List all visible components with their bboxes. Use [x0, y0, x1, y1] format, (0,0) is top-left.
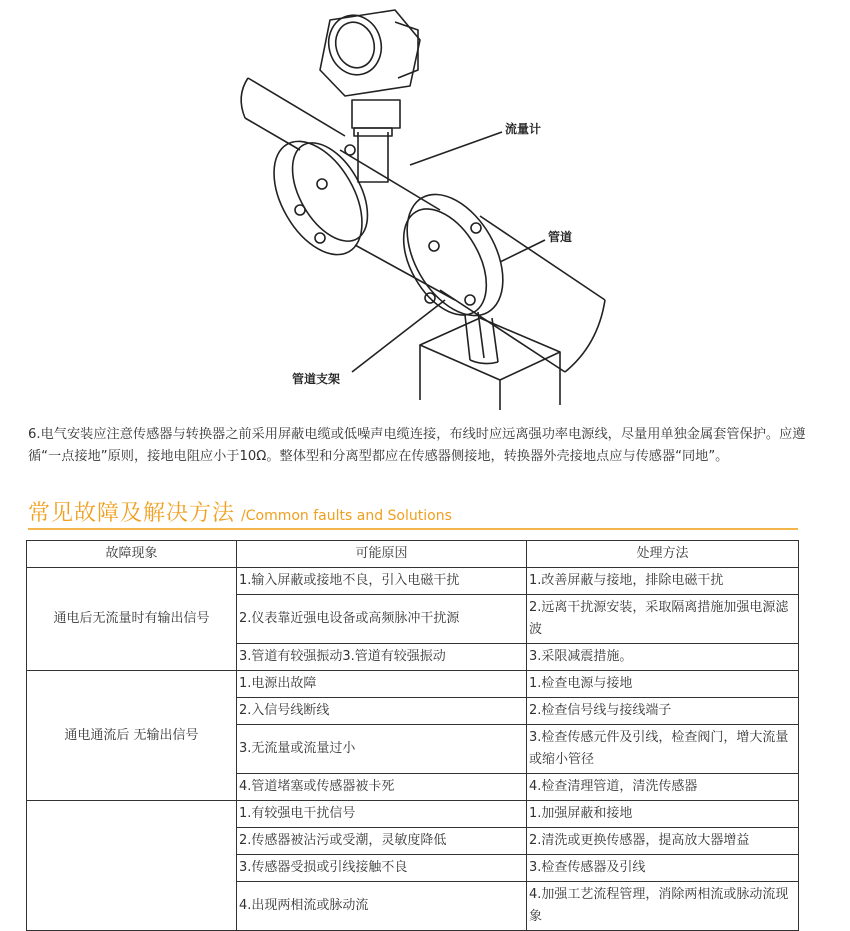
fix-cell: 1.改善屏蔽与接地，排除电磁干扰 [527, 568, 799, 595]
flowmeter-callout: 流量计 [505, 122, 542, 136]
cause-cell: 1.有较强电干扰信号 [237, 801, 527, 828]
cause-cell: 4.出现两相流或脉动流 [237, 882, 527, 931]
cause-cell: 2.传感器被沾污或受潮，灵敏度降低 [237, 828, 527, 855]
cause-cell: 1.输入屏蔽或接地不良，引入电磁干扰 [237, 568, 527, 595]
cause-cell: 3.无流量或流量过小 [237, 725, 527, 774]
header-fix: 处理方法 [527, 541, 799, 568]
fix-cell: 2.检查信号线与接线端子 [527, 698, 799, 725]
fix-cell: 1.加强屏蔽和接地 [527, 801, 799, 828]
table-row [27, 671, 799, 698]
cause-cell: 3.传感器受损或引线接触不良 [237, 855, 527, 882]
symptom-cell [27, 801, 237, 931]
section-title-en: /Common faults and Solutions [241, 508, 452, 524]
fix-cell: 2.清洗或更换传感器，提高放大器增益 [527, 828, 799, 855]
section-heading [28, 496, 798, 530]
symptom-cell: 通电后无流量时有输出信号 [27, 568, 237, 671]
table-row [27, 568, 799, 595]
header-symptom: 故障现象 [27, 541, 237, 568]
installation-note-paragraph: 6.电气安装应注意传感器与转换器之前采用屏蔽电缆或低噪声电缆连接，布线时应远离强功率电源线，尽量用单独金属套管保护。应遵循“一点接地”原则，接地电阻应小于10Ω。整体型和分离型都应在传感器侧接地，转换器外壳接地点应与传感器“同地”。 [28, 427, 806, 464]
cause-cell: 3.管道有较强振动3.管道有较强振动 [237, 644, 527, 671]
fix-cell: 3.检查传感器及引线 [527, 855, 799, 882]
fix-cell: 1.检查电源与接地 [527, 671, 799, 698]
cause-cell: 4.管道堵塞或传感器被卡死 [237, 774, 527, 801]
cause-cell: 2.仪表靠近强电设备或高频脉冲干扰源 [237, 595, 527, 644]
pipe-callout: 管道 [548, 230, 573, 244]
section-title-cn: 常见故障及解决方法 [28, 501, 236, 526]
fix-cell: 4.检查清理管道，清洗传感器 [527, 774, 799, 801]
fix-cell: 4.加强工艺流程管理，消除两相流或脉动流现象 [527, 882, 799, 931]
header-cause: 可能原因 [237, 541, 527, 568]
support-callout: 管道支架 [292, 372, 341, 386]
table-header-row [27, 541, 799, 568]
fix-cell: 3.检查传感元件及引线，检查阀门，增大流量或缩小管径 [527, 725, 799, 774]
fix-cell: 2.远离干扰源安装，采取隔离措施加强电源滤波 [527, 595, 799, 644]
table-row [27, 801, 799, 828]
cause-cell: 1.电源出故障 [237, 671, 527, 698]
cause-cell: 2.入信号线断线 [237, 698, 527, 725]
symptom-cell: 通电通流后 无输出信号 [27, 671, 237, 801]
flowmeter-installation-drawing [0, 0, 850, 410]
faults-table [26, 540, 799, 931]
section-underline [28, 528, 798, 530]
fix-cell: 3.采限减震措施。 [527, 644, 799, 671]
